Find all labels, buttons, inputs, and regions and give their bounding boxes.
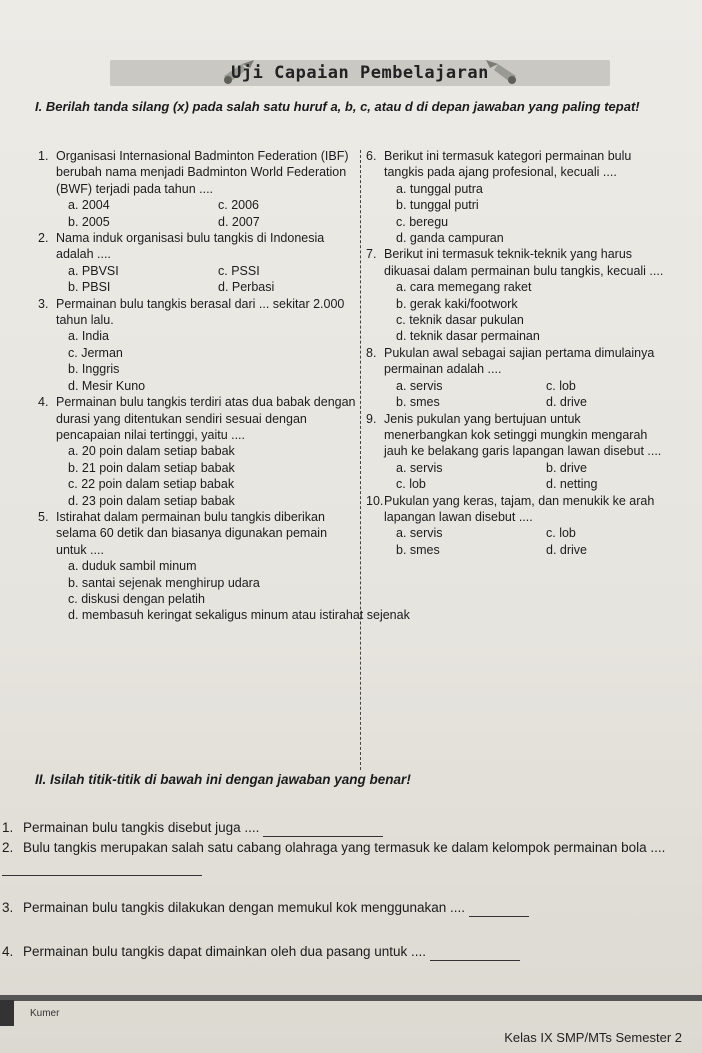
question-number: 9.: [366, 411, 377, 426]
footer-left-label: Kumer: [30, 1008, 60, 1019]
shuttlecock-icon: [480, 56, 520, 90]
question-item: [366, 246, 666, 344]
question-text: Jenis pukulan yang bertujuan untuk menerbangkan kok setinggi mungkin mengarah jauh ke belakang garis lapangan lawan disebut ....: [384, 411, 662, 459]
question-item: [38, 509, 410, 624]
question-item: [38, 148, 356, 230]
answer-option[interactable]: c. 2006: [218, 198, 260, 213]
section2-instruction: II. Isilah titik-titik di bawah ini dengan jawaban yang benar!: [35, 772, 411, 787]
essay-text: Permainan bulu tangkis dilakukan dengan memukul kok menggunakan ....: [23, 900, 466, 915]
answer-option[interactable]: a. servis: [396, 460, 443, 475]
essay-item-3: [2, 898, 682, 917]
answer-option[interactable]: c. lob: [546, 378, 576, 393]
answer-option[interactable]: d. Perbasi: [218, 280, 275, 295]
answer-option[interactable]: b. santai sejenak menghirup udara: [68, 575, 260, 590]
answer-option[interactable]: d. 23 poin dalam setiap babak: [68, 493, 235, 508]
question-text: Berikut ini termasuk teknik-teknik yang harus dikuasai dalam permainan bulu tangkis, kecuali ....: [384, 247, 664, 278]
question-number: 8.: [366, 345, 377, 360]
answer-option[interactable]: d. membasuh keringat sekaligus minum atau istirahat sejenak: [68, 608, 410, 623]
answer-line[interactable]: [2, 861, 202, 876]
question-number: 5.: [38, 509, 49, 524]
answer-option[interactable]: d. teknik dasar permainan: [396, 329, 540, 344]
question-item: [366, 493, 666, 559]
question-number: 10.: [366, 493, 384, 508]
question-text: Permainan bulu tangkis berasal dari ... sekitar 2.000 tahun lalu.: [56, 296, 345, 328]
answer-option[interactable]: b. gerak kaki/footwork: [396, 296, 518, 311]
answer-option[interactable]: d. drive: [546, 395, 587, 410]
question-number: 1.: [38, 149, 49, 163]
question-text: Pukulan awal sebagai sajian pertama dimulainya permainan adalah ....: [384, 345, 655, 377]
essay-number: 3.: [2, 900, 14, 915]
question-text: Berikut ini termasuk kategori permainan bulu tangkis pada ajang profesional, kecuali ....: [384, 149, 632, 180]
answer-option[interactable]: b. smes: [396, 395, 440, 410]
question-number: 2.: [38, 231, 49, 246]
answer-option[interactable]: d. Mesir Kuno: [68, 378, 146, 393]
essay-number: 4.: [2, 944, 14, 959]
question-number: 6.: [366, 149, 377, 163]
essay-text: Permainan bulu tangkis dapat dimainkan oleh dua pasang untuk ....: [23, 944, 427, 959]
question-text: Istirahat dalam permainan bulu tangkis diberikan selama 60 detik dan biasanya digunakan pemain untuk ....: [56, 509, 328, 557]
answer-option[interactable]: d. drive: [546, 542, 587, 557]
answer-option[interactable]: a. servis: [396, 378, 443, 393]
essay-number: 1.: [2, 820, 14, 835]
answer-option[interactable]: b. 21 poin dalam setiap babak: [68, 460, 235, 475]
footer-page-label: Kelas IX SMP/MTs Semester 2: [504, 1030, 682, 1045]
answer-option[interactable]: c. Jerman: [68, 345, 123, 360]
answer-line[interactable]: [430, 946, 520, 961]
question-item: [38, 296, 356, 394]
answer-option[interactable]: a. cara memegang raket: [396, 280, 532, 295]
answer-option[interactable]: d. 2007: [218, 214, 260, 229]
answer-option[interactable]: b. smes: [396, 542, 440, 557]
answer-option[interactable]: a. 2004: [68, 198, 110, 213]
answer-option[interactable]: c. lob: [546, 526, 576, 541]
answer-line[interactable]: [469, 902, 529, 917]
answer-option[interactable]: a. PBVSI: [68, 263, 119, 278]
essay-item-2: [2, 838, 682, 876]
section1-instruction: I. Berilah tanda silang (x) pada salah satu huruf a, b, c, atau d di depan jawaban yang paling tepat!: [35, 99, 640, 114]
answer-option[interactable]: c. diskusi dengan pelatih: [68, 591, 205, 606]
answer-option[interactable]: b. tunggal putri: [396, 198, 479, 213]
question-number: 3.: [38, 296, 49, 311]
question-item: [366, 411, 666, 493]
essay-text: Bulu tangkis merupakan salah satu cabang olahraga yang termasuk ke dalam kelompok permainan bola ....: [23, 840, 666, 855]
answer-option[interactable]: a. 20 poin dalam setiap babak: [68, 444, 235, 459]
answer-option[interactable]: a. tunggal putra: [396, 181, 483, 196]
column-divider: [360, 150, 361, 770]
question-item: [38, 230, 356, 296]
answer-option[interactable]: c. PSSI: [218, 263, 260, 278]
footer-tab: [0, 1000, 14, 1026]
essay-item-1: [2, 818, 682, 837]
answer-option[interactable]: c. 22 poin dalam setiap babak: [68, 477, 235, 492]
answer-option[interactable]: a. duduk sambil minum: [68, 559, 197, 574]
essay-text: Permainan bulu tangkis disebut juga ....: [23, 820, 260, 835]
essay-item-4: [2, 942, 682, 961]
answer-option[interactable]: c. beregu: [396, 214, 449, 229]
question-text: Pukulan yang keras, tajam, dan menukik ke arah lapangan lawan disebut ....: [384, 493, 655, 524]
answer-option[interactable]: a. servis: [396, 526, 443, 541]
footer-bar: [0, 995, 702, 1001]
question-item: [366, 345, 666, 411]
question-item: [366, 148, 666, 246]
answer-option[interactable]: c. teknik dasar pukulan: [396, 313, 524, 328]
question-number: 7.: [366, 247, 377, 262]
question-number: 4.: [38, 395, 49, 410]
answer-option[interactable]: d. netting: [546, 477, 598, 492]
answer-option[interactable]: b. Inggris: [68, 362, 120, 377]
right-question-column: [366, 148, 666, 558]
answer-option[interactable]: d. ganda campuran: [396, 231, 504, 246]
answer-option[interactable]: c. lob: [396, 477, 426, 492]
question-text: Permainan bulu tangkis terdiri atas dua babak dengan durasi yang ditentukan sendiri sesuai dengan pencapaian nilai tertinggi, yaitu ....: [56, 395, 356, 442]
question-text: Nama induk organisasi bulu tangkis di Indonesia adalah ....: [56, 231, 325, 262]
title-banner: [110, 46, 610, 100]
question-item: [38, 394, 356, 509]
page-title: Uji Capaian Pembelajaran: [231, 63, 489, 83]
answer-option[interactable]: a. India: [68, 329, 110, 344]
question-text: Organisasi Internasional Badminton Federation (IBF) berubah nama menjadi Badminton World Federation (BWF) terjadi pada tahun ....: [56, 149, 349, 196]
answer-option[interactable]: b. PBSI: [68, 280, 111, 295]
essay-number: 2.: [2, 840, 14, 855]
answer-line[interactable]: [263, 822, 383, 837]
answer-option[interactable]: b. 2005: [68, 214, 110, 229]
answer-option[interactable]: b. drive: [546, 460, 587, 475]
